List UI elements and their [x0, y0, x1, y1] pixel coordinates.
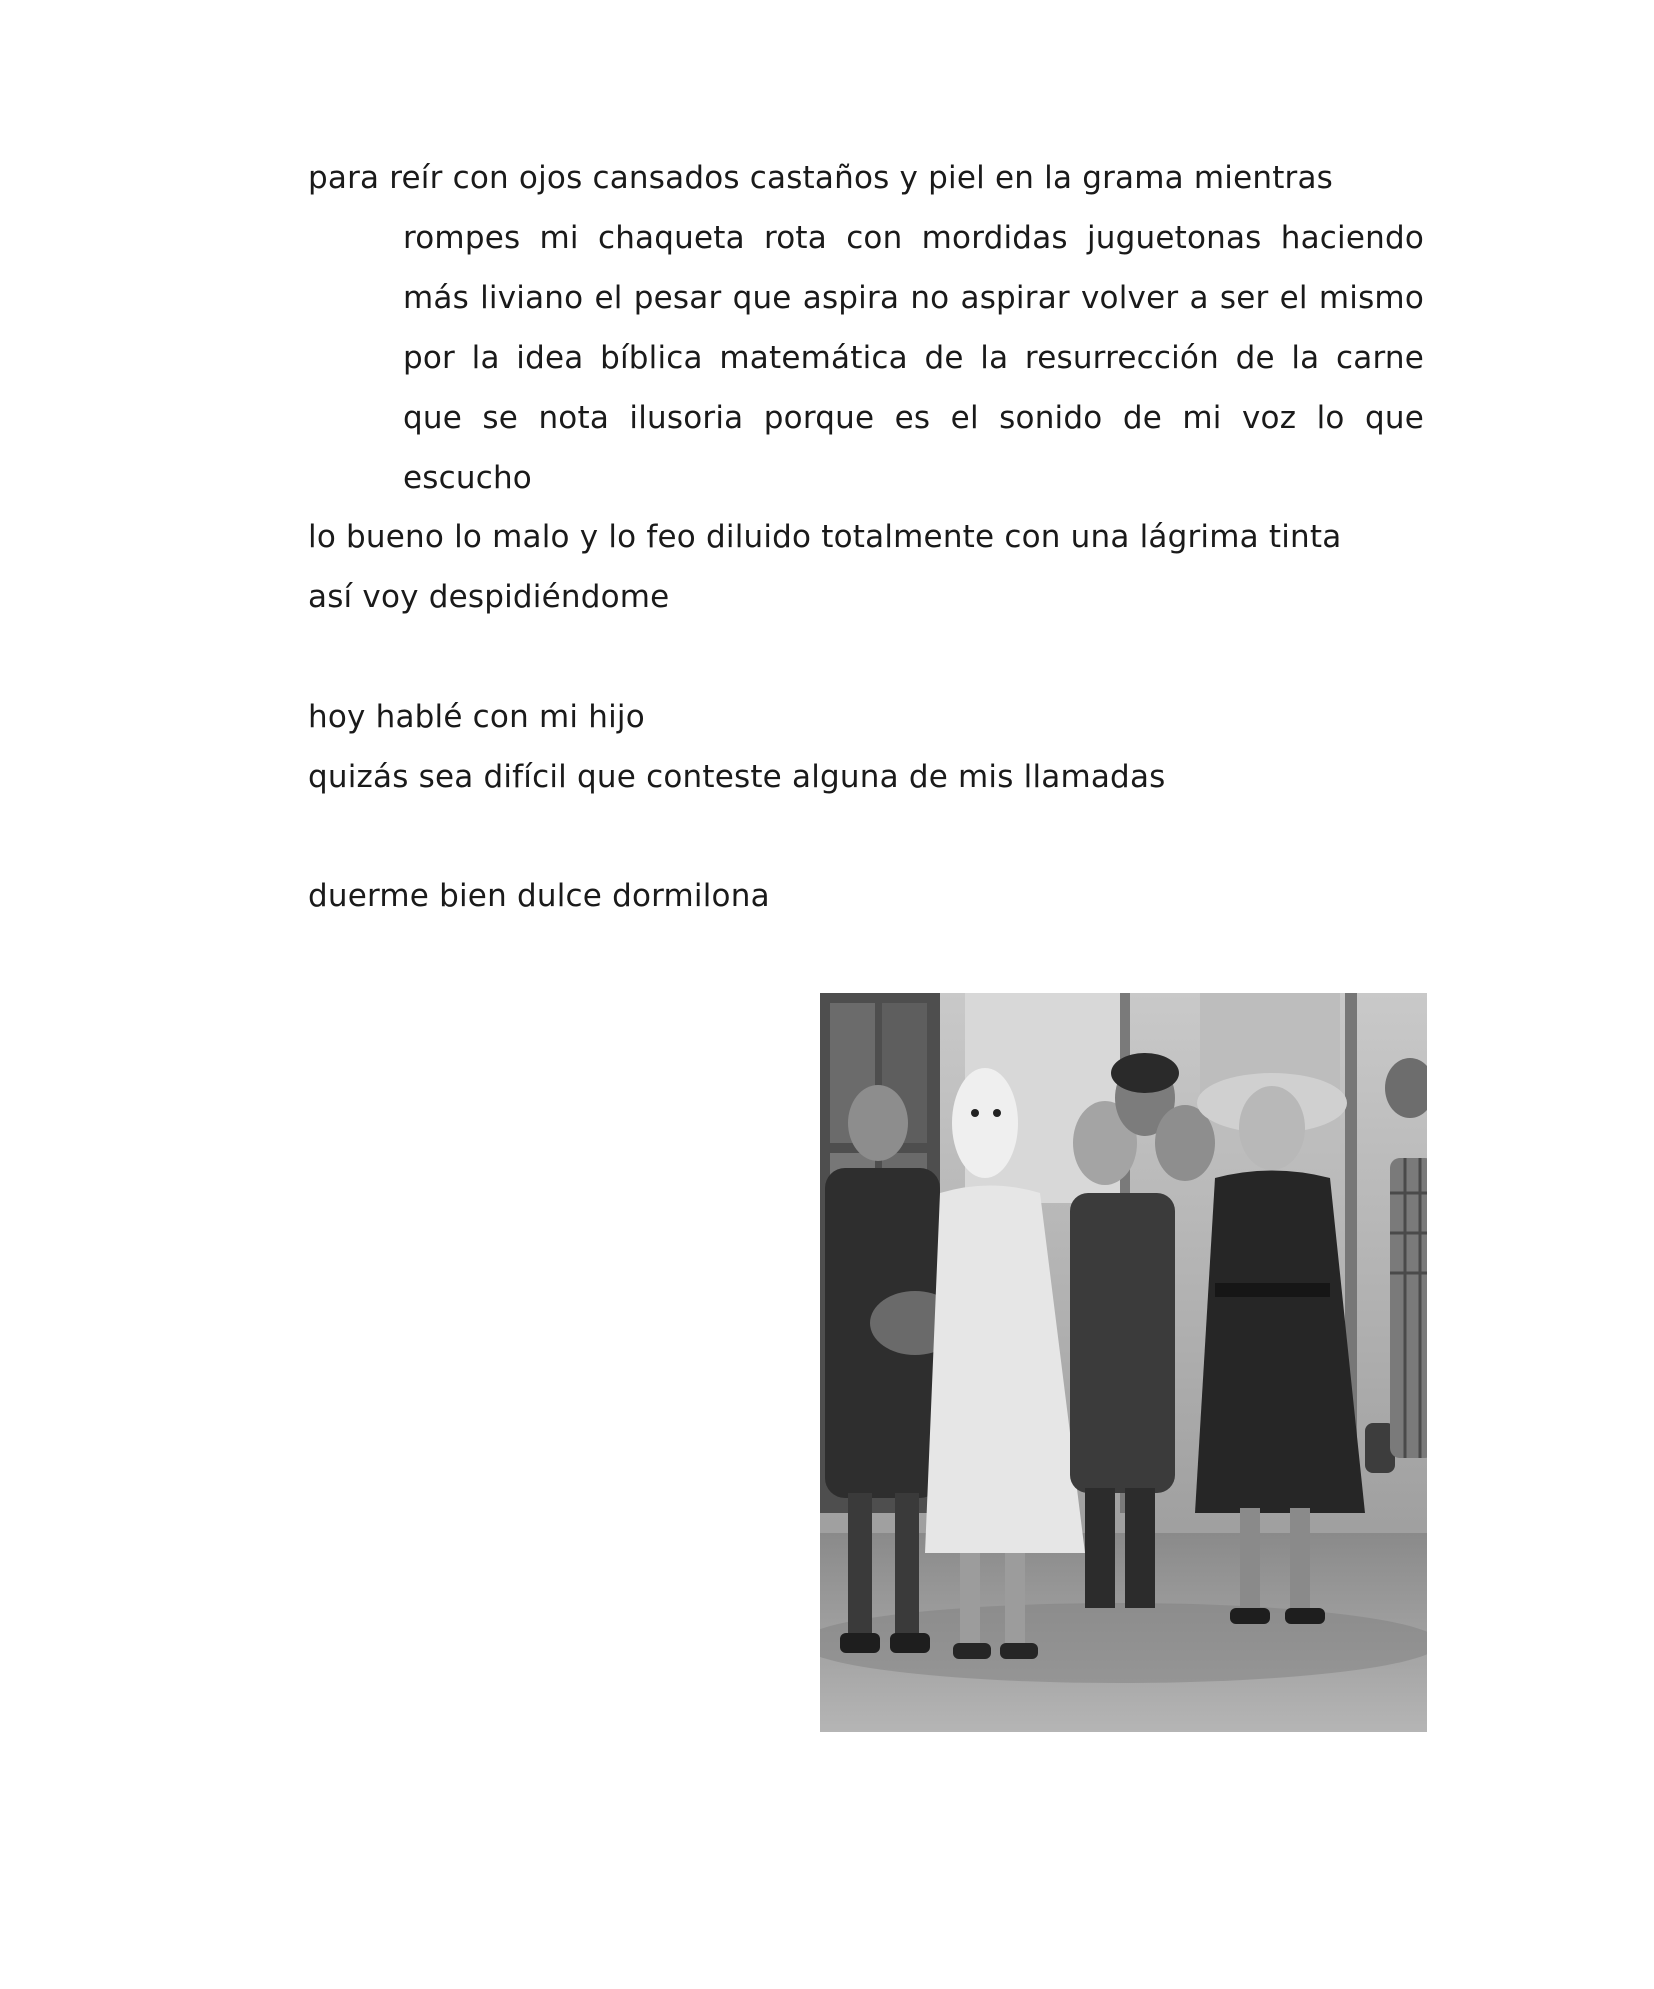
poem-line: hoy hablé con mi hijo — [308, 699, 645, 735]
group-of-masked-people-photo-icon — [820, 993, 1427, 1732]
poem-line: así voy despidiéndome — [308, 579, 670, 615]
poem-line: duerme bien dulce dormilona — [308, 878, 770, 914]
poem-line: lo bueno lo malo y lo feo diluido totalmente con una lágrima tinta — [308, 519, 1342, 555]
poem-line: que se nota ilusoria porque es el sonido de mi voz lo que — [403, 400, 1424, 436]
poem-line: para reír con ojos cansados castaños y piel en la grama mientras — [308, 160, 1334, 196]
poem-line: más liviano el pesar que aspira no aspirar volver a ser el mismo — [403, 280, 1424, 316]
poem-line: rompes mi chaqueta rota con mordidas juguetonas haciendo — [403, 220, 1424, 256]
poem-line: por la idea bíblica matemática de la resurrección de la carne — [403, 340, 1424, 376]
group-photo — [820, 993, 1427, 1732]
poem-line: escucho — [403, 460, 532, 496]
poem-line: quizás sea difícil que conteste alguna de mis llamadas — [308, 759, 1166, 795]
